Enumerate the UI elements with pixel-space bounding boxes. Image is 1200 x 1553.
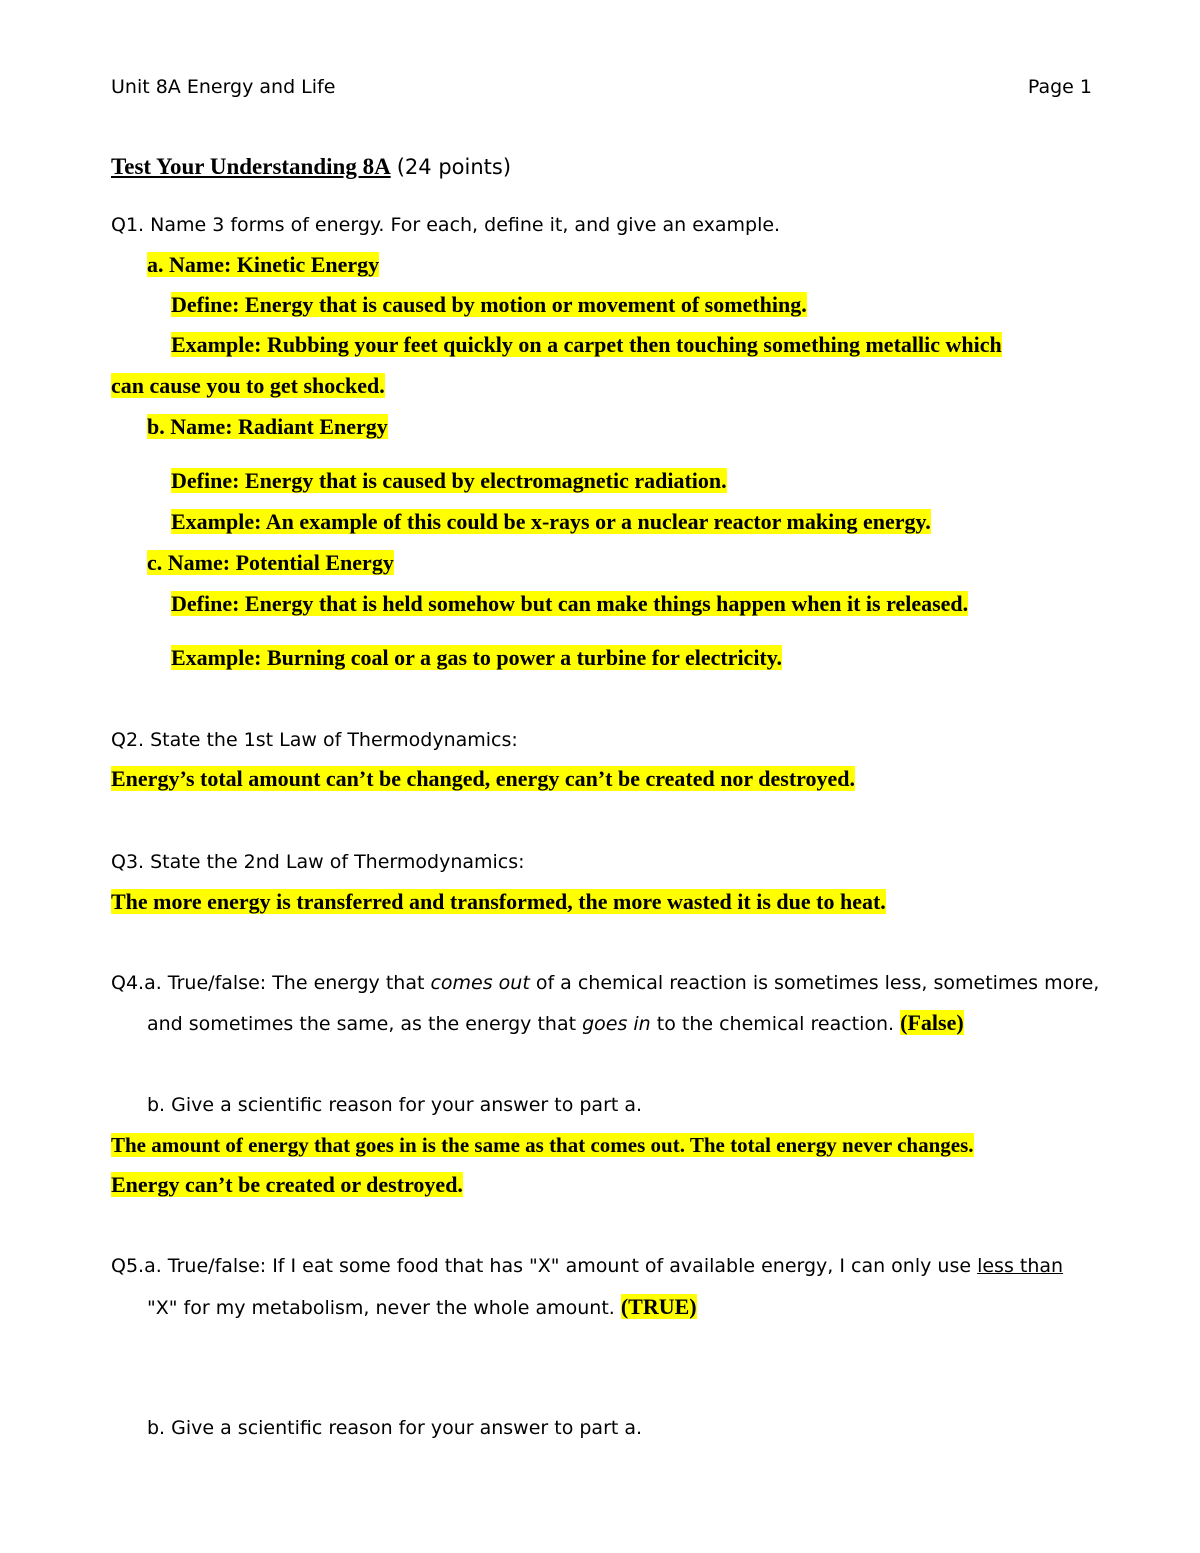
q4-a-text-3: and sometimes the same, as the energy that	[147, 1013, 583, 1035]
q5-b-prompt: b. Give a scientific reason for your answer to part a.	[147, 1417, 643, 1439]
q1-b-example: Example: An example of this could be x-rays or a nuclear reactor making energy.	[171, 509, 931, 534]
q3-answer: The more energy is transferred and transformed, the more wasted it is due to heat.	[111, 889, 886, 914]
q5-a-line-1	[111, 1253, 1063, 1279]
q1-c-example-line	[171, 645, 782, 672]
header-page-number: Page 1	[1027, 76, 1092, 98]
q1-c-name: c. Name: Potential Energy	[147, 550, 394, 575]
q2-prompt: Q2. State the 1st Law of Thermodynamics:	[111, 729, 518, 751]
q1-a-example-2: can cause you to get shocked.	[111, 373, 385, 398]
q1-b-example-line	[171, 509, 931, 536]
q4-a-text-2: of a chemical reaction is sometimes less, sometimes more,	[529, 972, 1100, 994]
q1-a-example-1: Example: Rubbing your feet quickly on a carpet then touching something metallic which	[171, 332, 1002, 357]
q3-answer-line	[111, 889, 886, 916]
q1-c-define: Define: Energy that is held somehow but can make things happen when it is released.	[171, 591, 969, 616]
q4-b-answer-line-2	[111, 1172, 463, 1199]
q4-a-line-1	[111, 970, 1099, 996]
q1-a-example-cont-line	[111, 373, 385, 400]
q4-a-text-1: Q4.a. True/false: The energy that	[111, 972, 431, 994]
title-points: (24 points)	[396, 155, 512, 179]
q1-a-define-line	[171, 292, 807, 319]
q2-answer-line	[111, 766, 855, 793]
q1-b-name: b. Name: Radiant Energy	[147, 414, 388, 439]
q1-a-example-line	[171, 332, 1002, 359]
q1-a-define: Define: Energy that is caused by motion or movement of something.	[171, 292, 807, 317]
q5-a-answer: (TRUE)	[620, 1294, 697, 1319]
title-main: Test Your Understanding 8A	[111, 154, 391, 179]
q5-a-text-2: "X" for my metabolism, never the whole amount.	[147, 1297, 621, 1319]
q4-a-line-2	[147, 1010, 964, 1037]
q1-b-define-line	[171, 468, 727, 495]
q4-b-prompt: b. Give a scientific reason for your answer to part a.	[147, 1094, 643, 1116]
q3-prompt: Q3. State the 2nd Law of Thermodynamics:	[111, 851, 525, 873]
q4-a-text-4: to the chemical reaction.	[650, 1013, 901, 1035]
header-left: Unit 8A Energy and Life	[111, 76, 336, 98]
q4-b-answer-2: Energy can’t be created or destroyed.	[111, 1172, 463, 1197]
q5-a-underlined: less than	[977, 1255, 1064, 1277]
q4-a-italic-1: comes out	[430, 972, 530, 994]
q1-c-name-line	[147, 550, 394, 577]
q4-b-answer-line-1	[111, 1132, 974, 1159]
q4-a-italic-2: goes in	[582, 1013, 651, 1035]
q1-b-define: Define: Energy that is caused by electromagnetic radiation.	[171, 468, 727, 493]
q1-b-name-line	[147, 414, 388, 441]
q4-a-answer: (False)	[900, 1010, 964, 1035]
q1-c-example: Example: Burning coal or a gas to power a turbine for electricity.	[171, 645, 783, 670]
q1-prompt: Q1. Name 3 forms of energy. For each, define it, and give an example.	[111, 214, 781, 236]
q5-a-line-2	[147, 1294, 697, 1321]
q5-a-text-1: Q5.a. True/false: If I eat some food that has "X" amount of available energy, I can only use	[111, 1255, 978, 1277]
q4-b-answer-1: The amount of energy that goes in is the same as that comes out. The total energy never changes.	[111, 1133, 974, 1157]
page-title	[111, 154, 511, 181]
q2-answer: Energy’s total amount can’t be changed, energy can’t be created nor destroyed.	[111, 766, 856, 791]
q1-a-name: a. Name: Kinetic Energy	[147, 252, 380, 277]
q1-c-define-line	[171, 591, 968, 618]
q1-a-name-line	[147, 252, 379, 279]
